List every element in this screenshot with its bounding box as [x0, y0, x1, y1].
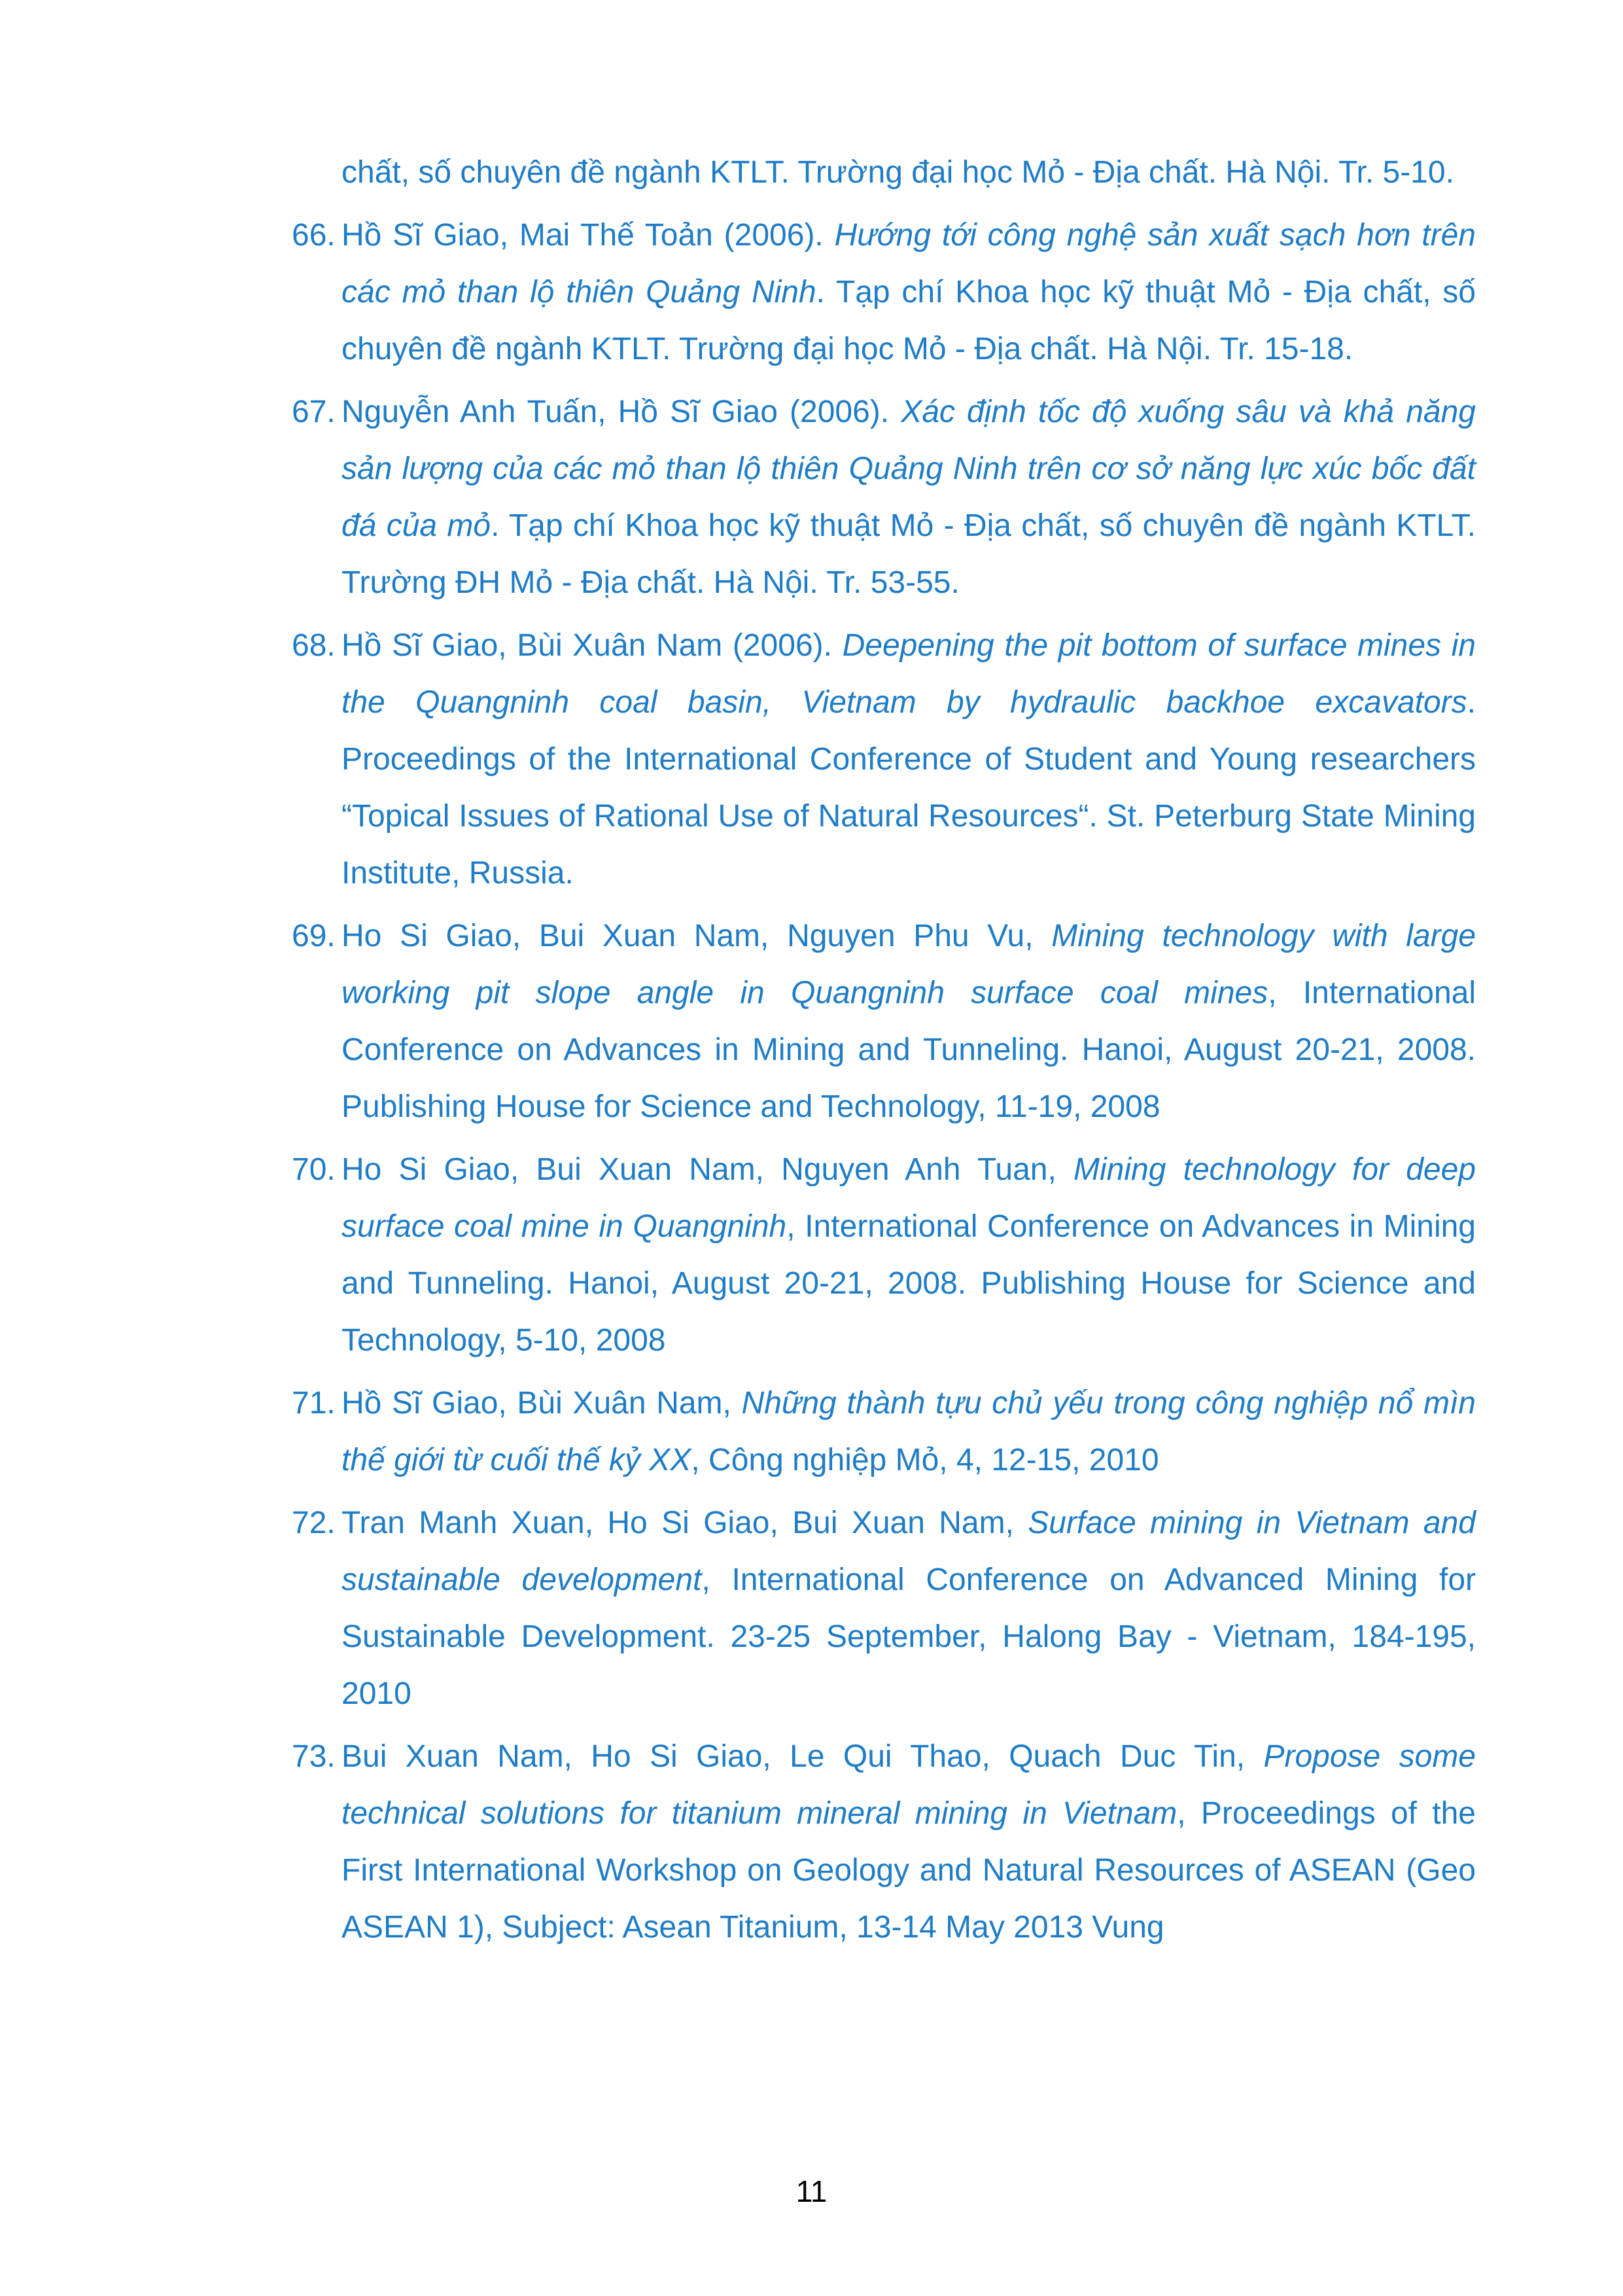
- reference-number: 68.: [292, 628, 336, 663]
- reference-66: [292, 207, 1476, 378]
- reference-69: [292, 908, 1476, 1135]
- reference-number: 72.: [292, 1506, 336, 1540]
- reference-source: , International Conference on Advances in Mining and Tunneling. Hanoi, August 20-21, 2008. Publishing House for Science and Technology, 5-10, 2008: [341, 1209, 1476, 1358]
- reference-number: 70.: [292, 1152, 336, 1187]
- reference-70: [292, 1141, 1476, 1369]
- reference-authors: Hồ Sĩ Giao, Mai Thế Toản (2006).: [341, 218, 835, 253]
- reference-title: Propose some technical solutions for titanium mineral mining in Vietnam: [341, 1739, 1476, 1831]
- reference-continuation: [292, 144, 1476, 201]
- reference-title: Những thành tựu chủ yếu trong công nghiệp nổ mìn thế giới từ cuối thế kỷ XX: [341, 1386, 1476, 1477]
- reference-number: 66.: [292, 218, 336, 253]
- reference-source: , Proceedings of the First International Workshop on Geology and Natural Resources of ASEAN (Geo ASEAN 1), Subject: Asean Titanium, 13-14 May 2013 Vung: [341, 1796, 1476, 1945]
- reference-73: [292, 1728, 1476, 1956]
- reference-number: 67.: [292, 395, 336, 429]
- reference-number: 71.: [292, 1386, 336, 1421]
- reference-title: Deepening the pit bottom of surface mines in the Quangninh coal basin, Vietnam by hydraulic backhoe excavators: [341, 628, 1476, 720]
- reference-number: 73.: [292, 1739, 336, 1774]
- reference-67: [292, 383, 1476, 611]
- reference-source: . Tạp chí Khoa học kỹ thuật Mỏ - Địa chất, số chuyên đề ngành KTLT. Trường đại học Mỏ - Địa chất. Hà Nội. Tr. 15-18.: [341, 275, 1476, 366]
- reference-authors: Ho Si Giao, Bui Xuan Nam, Nguyen Anh Tuan,: [341, 1152, 1074, 1187]
- page-number: 11: [795, 2174, 828, 2208]
- reference-title: Hướng tới công nghệ sản xuất sạch hơn trên các mỏ than lộ thiên Quảng Ninh: [341, 218, 1476, 309]
- continuation-text: chất, số chuyên đề ngành KTLT. Trường đại học Mỏ - Địa chất. Hà Nội. Tr. 5-10.: [341, 155, 1454, 190]
- reference-source: . Proceedings of the International Conference of Student and Young researchers “Topical Issues of Rational Use of Natural Resources“. St. Peterburg State Mining Institute, Russia.: [341, 685, 1476, 891]
- reference-source: . Tạp chí Khoa học kỹ thuật Mỏ - Địa chất, số chuyên đề ngành KTLT. Trường ĐH Mỏ - Địa chất. Hà Nội. Tr. 53-55.: [341, 508, 1476, 600]
- reference-source: , International Conference on Advances in Mining and Tunneling. Hanoi, August 20-21, 2008. Publishing House for Science and Technology, 11-19, 2008: [341, 976, 1476, 1124]
- reference-authors: Hồ Sĩ Giao, Bùi Xuân Nam (2006).: [341, 628, 843, 663]
- reference-title: Xác định tốc độ xuống sâu và khả năng sản lượng của các mỏ than lộ thiên Quảng Ninh trên cơ sở năng lực xúc bốc đất đá của mỏ: [341, 395, 1476, 543]
- reference-68: [292, 617, 1476, 902]
- reference-authors: Ho Si Giao, Bui Xuan Nam, Nguyen Phu Vu,: [341, 919, 1052, 953]
- reference-authors: Tran Manh Xuan, Ho Si Giao, Bui Xuan Nam,: [341, 1506, 1028, 1540]
- reference-title: Mining technology with large working pit slope angle in Quangninh surface coal mines: [341, 919, 1476, 1010]
- reference-list: [292, 144, 1476, 1962]
- reference-title: Surface mining in Vietnam and sustainable development: [341, 1506, 1476, 1597]
- reference-source: , International Conference on Advanced Mining for Sustainable Development. 23-25 September, Halong Bay - Vietnam, 184-195, 2010: [341, 1563, 1476, 1711]
- reference-title: Mining technology for deep surface coal mine in Quangninh: [341, 1152, 1476, 1244]
- reference-number: 69.: [292, 919, 336, 953]
- reference-71: [292, 1375, 1476, 1489]
- reference-authors: Nguyễn Anh Tuấn, Hồ Sĩ Giao (2006).: [341, 395, 901, 429]
- reference-source: , Công nghiệp Mỏ, 4, 12-15, 2010: [691, 1443, 1159, 1477]
- reference-authors: Hồ Sĩ Giao, Bùi Xuân Nam,: [341, 1386, 742, 1421]
- reference-72: [292, 1494, 1476, 1722]
- reference-authors: Bui Xuan Nam, Ho Si Giao, Le Qui Thao, Quach Duc Tin,: [341, 1739, 1264, 1774]
